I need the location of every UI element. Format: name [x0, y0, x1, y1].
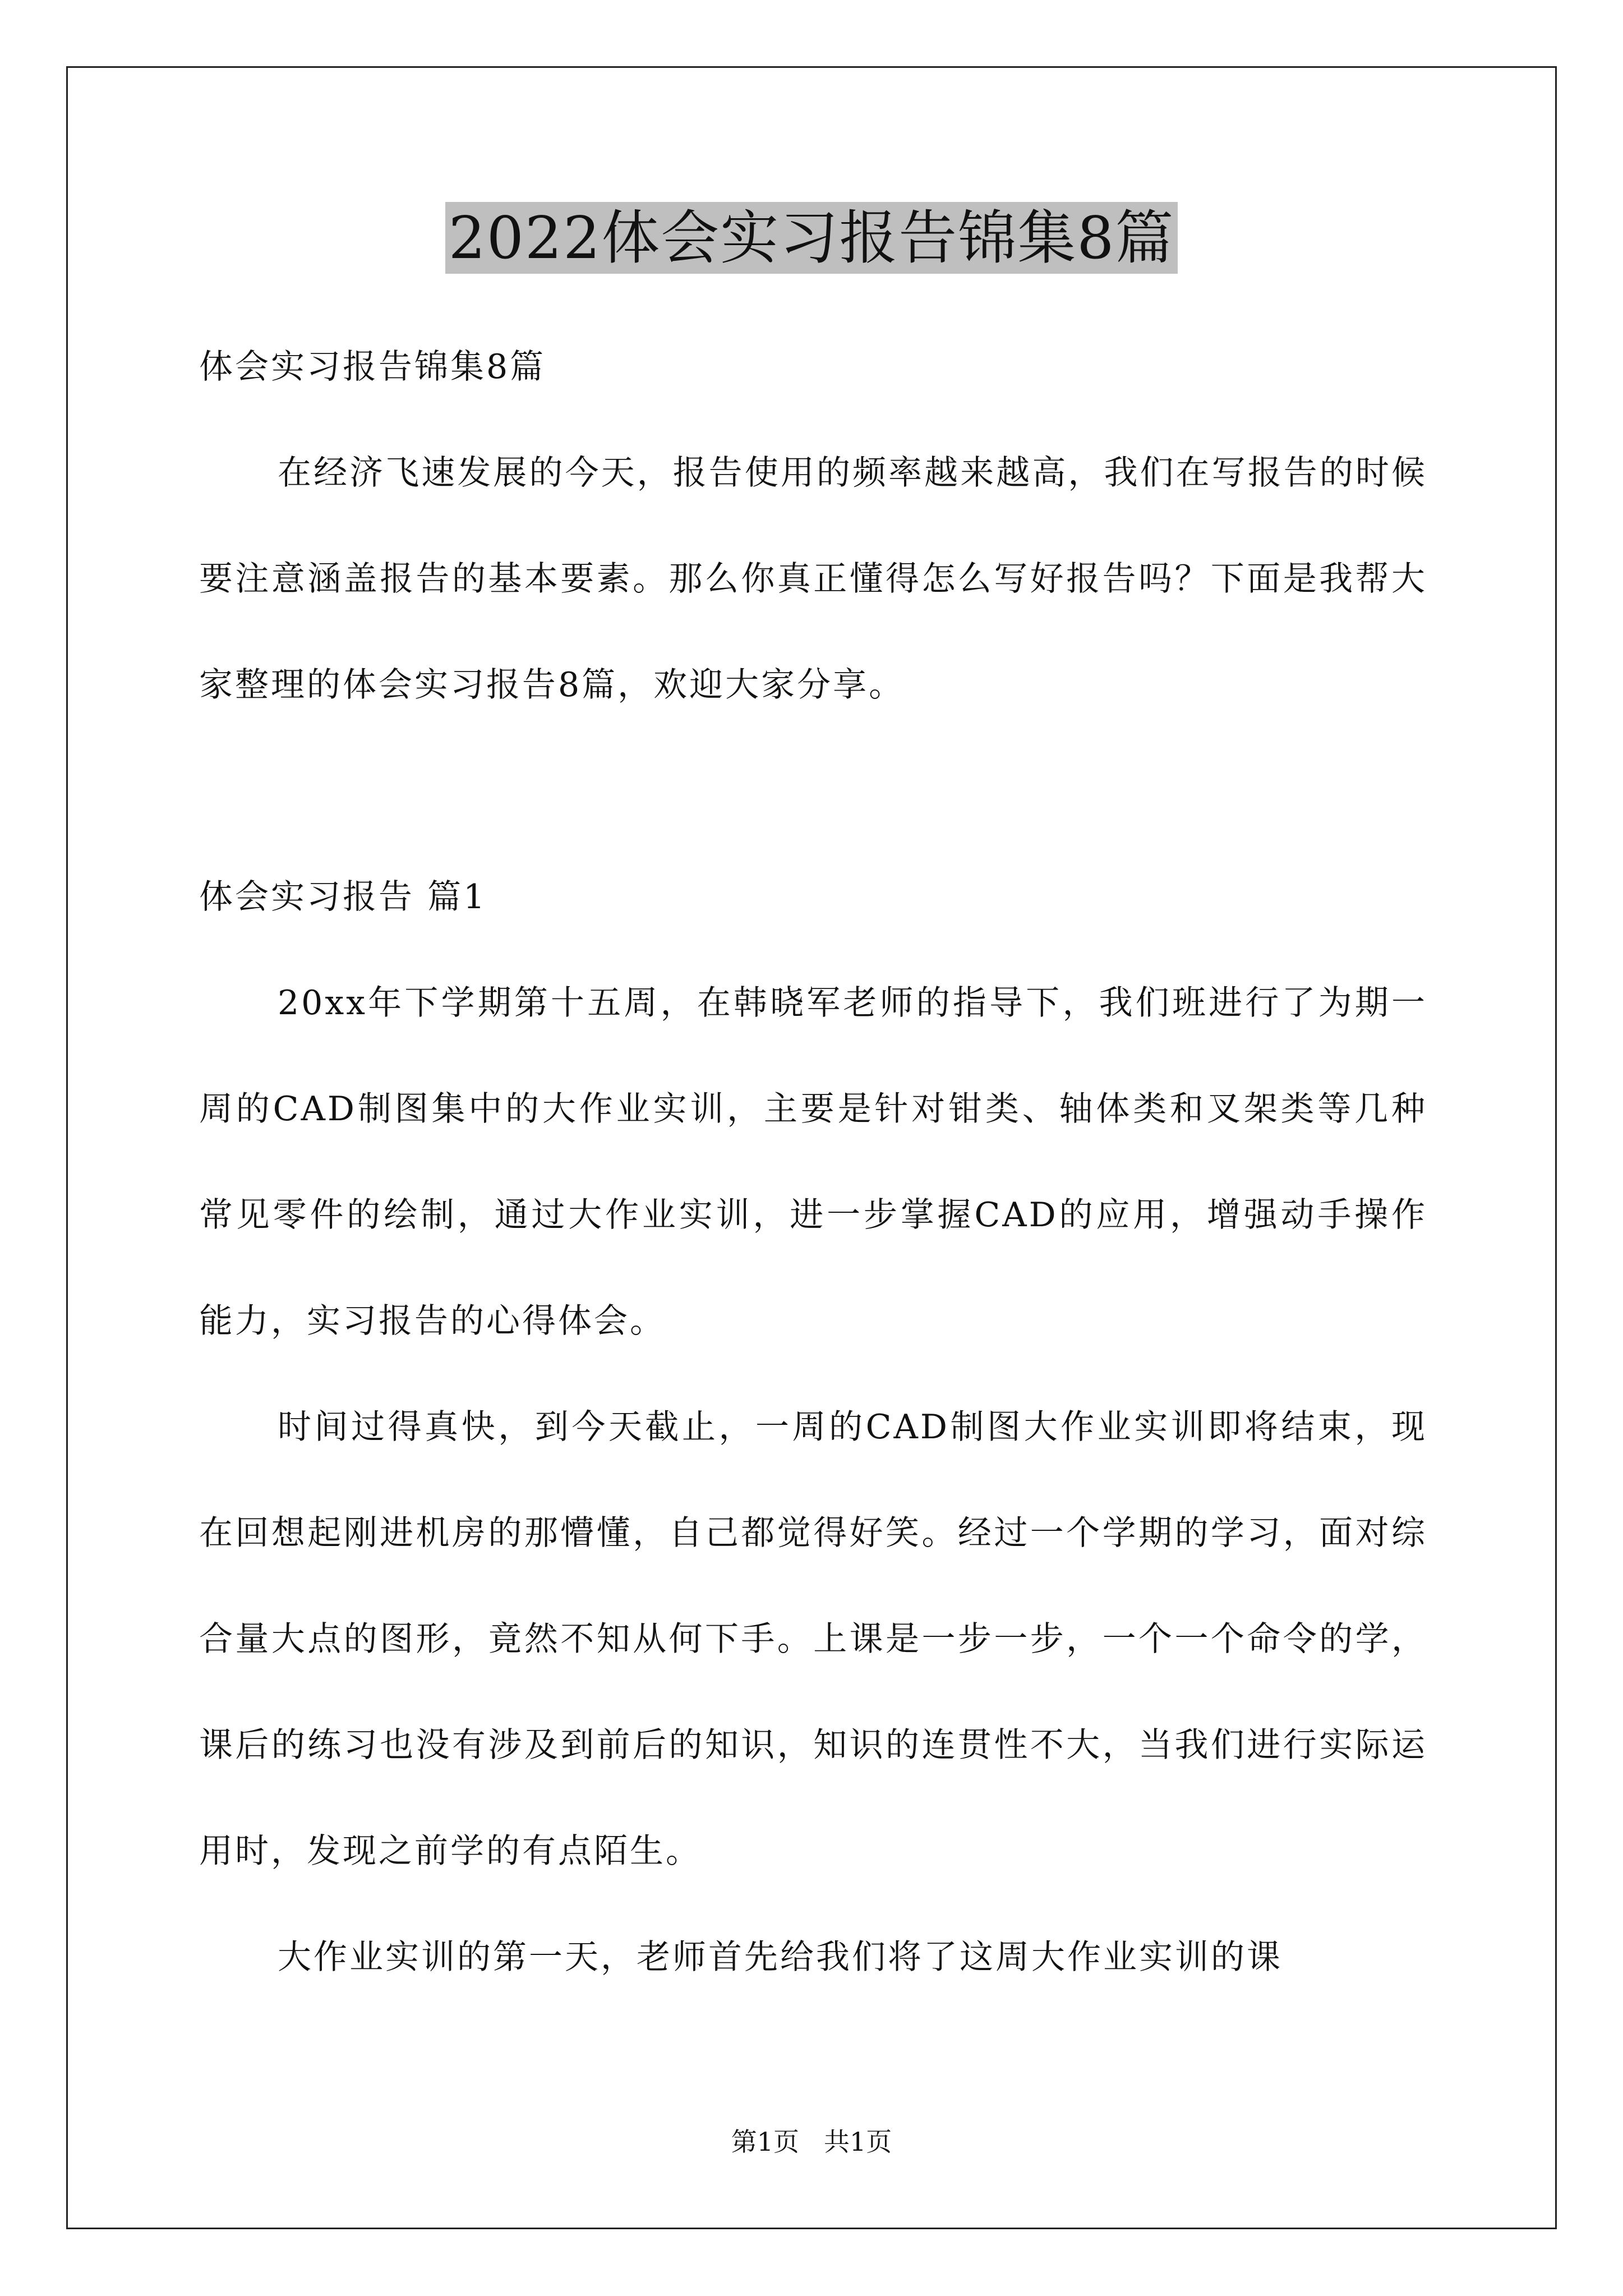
- page-number-current: 第1页: [731, 2127, 799, 2157]
- page-number-total: 共1页: [824, 2127, 892, 2157]
- spacer: [199, 738, 1427, 844]
- page-footer: [0, 2125, 1623, 2159]
- body-paragraph: 20xx年下学期第十五周，在韩晓军老师的指导下，我们班进行了为期一周的CAD制图集中的大作业实训，主要是针对钳类、轴体类和叉架类等几种常见零件的绘制，通过大作业实训，进一步掌握CAD的应用，增强动手操作能力，实习报告的心得体会。: [199, 983, 1427, 1341]
- body-paragraph: 大作业实训的第一天，老师首先给我们将了这周大作业实训的课: [278, 1938, 1283, 1977]
- intro-paragraph: 在经济飞速发展的今天，报告使用的频率越来越高，我们在写报告的时候要注意涵盖报告的基本要素。那么你真正懂得怎么写好报告吗？下面是我帮大家整理的体会实习报告8篇，欢迎大家分享。: [199, 453, 1427, 705]
- document-title: 2022体会实习报告锦集8篇: [445, 202, 1178, 274]
- title-container: [0, 202, 1623, 274]
- body-paragraph: 时间过得真快，到今天截止，一周的CAD制图大作业实训即将结束，现在回想起刚进机房的那懵懂，自己都觉得好笑。经过一个学期的学习，面对综合量大点的图形，竟然不知从何下手。上课是一步一步，一个一个命令的学，课后的练习也没有涉及到前后的知识，知识的连贯性不大，当我们进行实际运用时，发现之前学的有点陌生。: [199, 1407, 1427, 1871]
- document-subtitle: 体会实习报告锦集8篇: [199, 347, 546, 386]
- section-heading: 体会实习报告 篇1: [199, 877, 487, 917]
- document-body: [199, 314, 1427, 2010]
